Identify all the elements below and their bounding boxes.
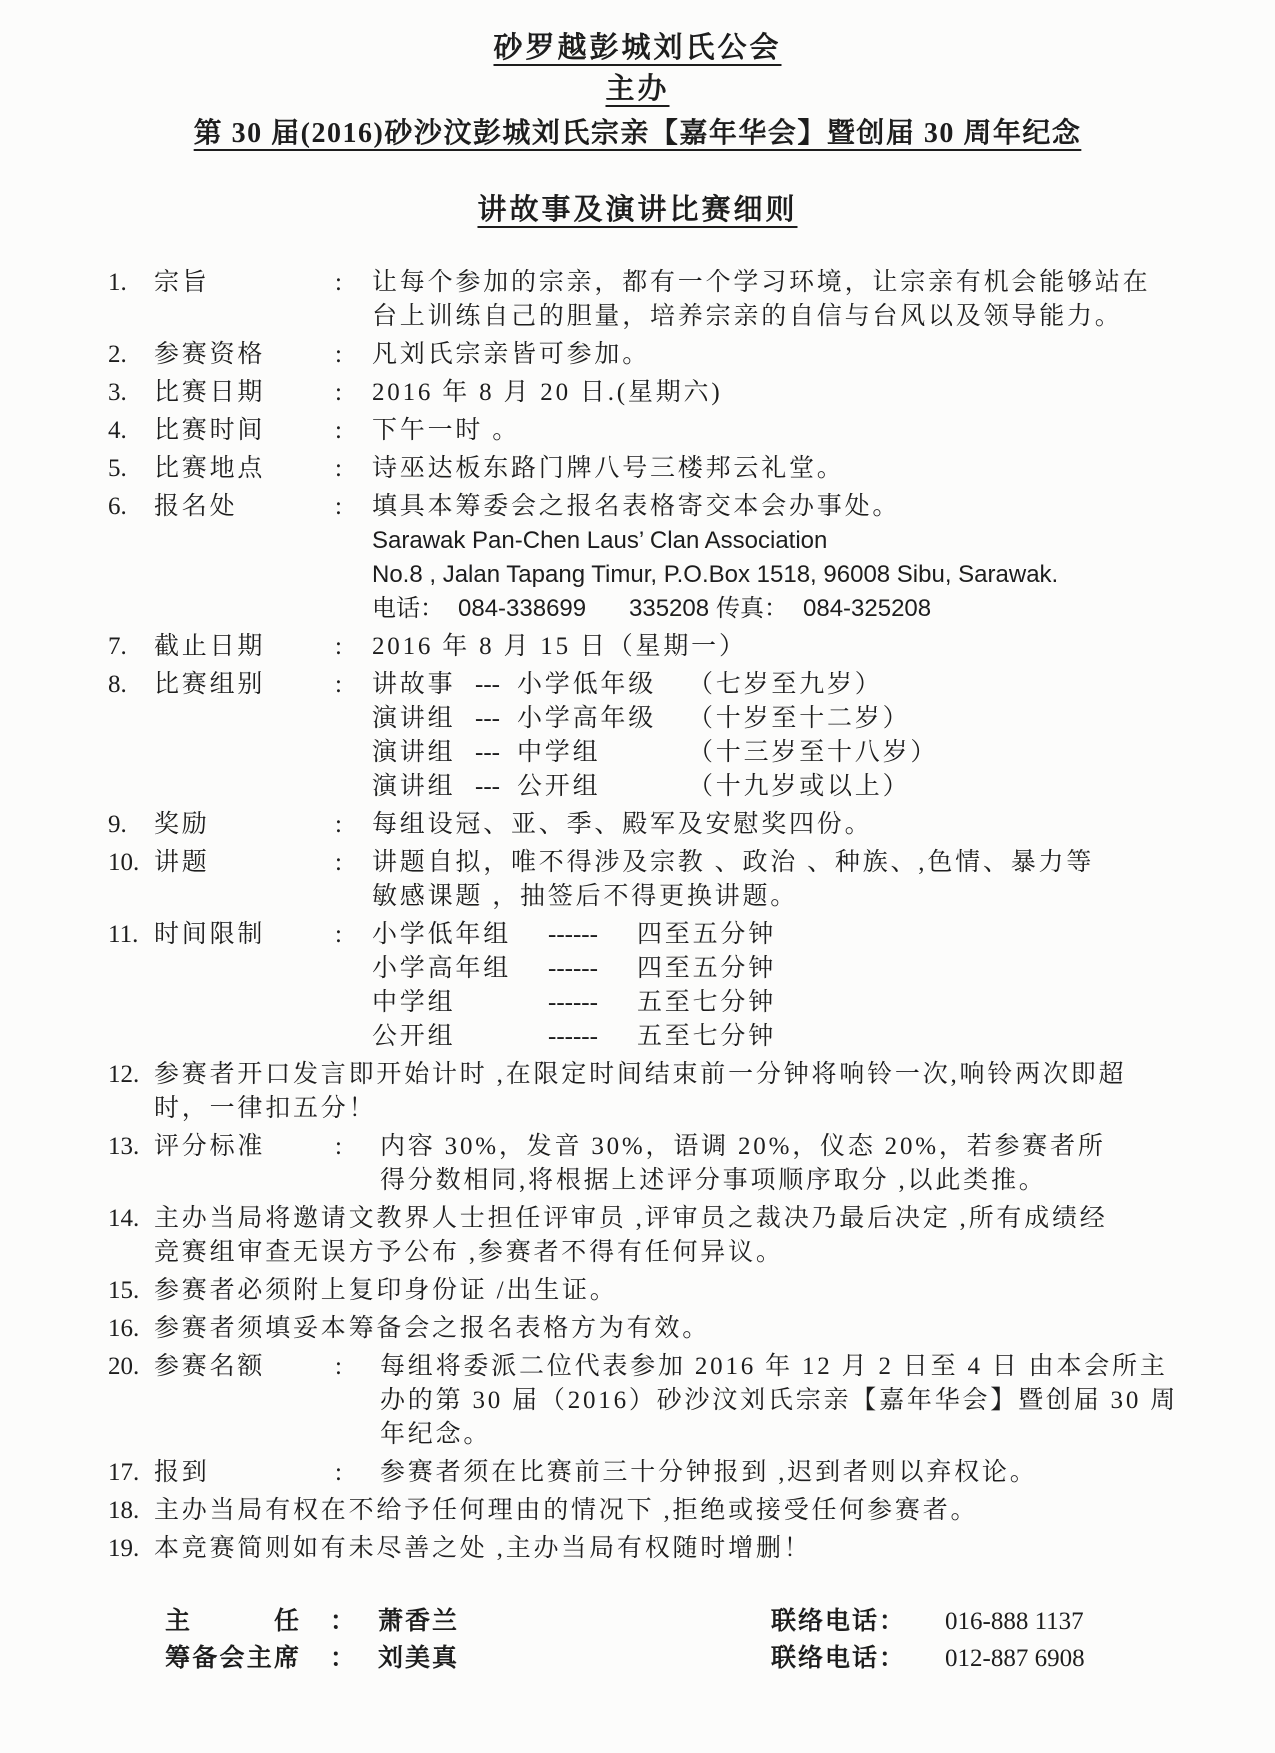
rule-colon: :	[335, 341, 342, 368]
category-level: 中学组	[517, 739, 601, 766]
rule-body	[372, 338, 1232, 372]
rule-number: 6.	[108, 493, 127, 520]
rule-label: 讲题	[154, 849, 210, 876]
time-limit-group: 公开组	[372, 1023, 456, 1050]
rule-colon: :	[335, 671, 342, 698]
time-limit-group: 中学组	[372, 989, 456, 1016]
category-level: 小学高年级	[517, 705, 657, 732]
rule-13	[108, 1130, 1258, 1198]
rule-16	[108, 1312, 1258, 1346]
phone-label: 电话：	[372, 595, 444, 622]
event-title-text: 第 30 届(2016)砂沙汶彭城刘氏宗亲【嘉年华会】暨创届 30 周年纪念	[193, 118, 1082, 149]
rule-number: 4.	[108, 417, 127, 444]
rule-colon: :	[335, 379, 342, 406]
rule-colon: :	[335, 1133, 342, 1160]
time-limit-group: 小学高年组	[372, 955, 512, 982]
rule-colon: :	[335, 493, 342, 520]
category-separator: ---	[475, 671, 500, 698]
rule-3	[108, 376, 1258, 410]
time-limit-separator: ------	[548, 921, 598, 948]
footer-colon: ：	[330, 1608, 358, 1635]
footer-contact-label: 联络电话：	[771, 1608, 907, 1635]
rule-label: 参赛名额	[154, 1353, 266, 1380]
rule-number: 3.	[108, 379, 127, 406]
footer-name: 刘美真	[378, 1645, 460, 1672]
category-age: （十三岁至十八岁）	[688, 739, 939, 766]
rule-number: 19.	[108, 1535, 140, 1562]
rule-body	[154, 1532, 1232, 1566]
rule-number: 12.	[108, 1061, 140, 1088]
rule-body	[154, 1058, 1232, 1126]
rule-number: 9.	[108, 811, 127, 838]
rule-number: 20.	[108, 1353, 140, 1380]
rule-body	[372, 452, 1232, 486]
competition-date: 2016 年 8 月 20 日.(星期六)	[372, 379, 723, 406]
rule-text-line: 每组将委派二位代表参加 2016 年 12 月 2 日至 4 日 由本会所主	[380, 1353, 1168, 1380]
rule-body	[372, 490, 1232, 626]
rule-11	[108, 918, 1258, 1054]
rule-label: 比赛时间	[154, 417, 266, 444]
rules-list	[108, 266, 1258, 1566]
category-separator: ---	[475, 773, 500, 800]
rule-body	[372, 376, 1232, 410]
rule-text-line: 时，一律扣五分！	[154, 1095, 377, 1122]
category-row	[372, 668, 1232, 702]
competition-time: 下午一时 。	[372, 417, 521, 444]
rule-number: 16.	[108, 1315, 140, 1342]
rule-text-line: 填具本筹委会之报名表格寄交本会办事处。	[372, 493, 901, 520]
time-limit-row	[372, 1020, 1232, 1054]
association-address: No.8 , Jalan Tapang Timur, P.O.Box 1518, 96008 Sibu, Sarawak.	[372, 561, 1059, 588]
signature-block	[165, 1603, 1215, 1677]
rules-title-text: 讲故事及演讲比赛细则	[477, 194, 798, 226]
rule-colon: :	[335, 269, 342, 296]
rule-colon: :	[335, 921, 342, 948]
rule-text-line: 竞赛组审查无误方予公布 ,参赛者不得有任何异议。	[154, 1239, 784, 1266]
rule-body	[154, 1274, 1232, 1308]
host-label-text: 主办	[605, 73, 670, 105]
footer-phone: 012-887 6908	[945, 1645, 1085, 1672]
rule-8	[108, 668, 1258, 804]
rule-body	[372, 266, 1232, 334]
contact-line	[372, 592, 1232, 626]
rule-number: 5.	[108, 455, 127, 482]
rule-17	[108, 1456, 1258, 1490]
rule-14	[108, 1202, 1258, 1270]
rule-colon: :	[335, 455, 342, 482]
rule-number: 13.	[108, 1133, 140, 1160]
fax-number: 084-325208	[803, 595, 932, 622]
time-limit-row	[372, 952, 1232, 986]
rule-label: 奖励	[154, 811, 210, 838]
time-limit-separator: ------	[548, 989, 598, 1016]
category-age: （十九岁或以上）	[688, 773, 911, 800]
rule-body	[372, 630, 1232, 664]
rule-colon: :	[335, 417, 342, 444]
rule-10	[108, 846, 1258, 914]
rule-12	[108, 1058, 1258, 1126]
rule-6	[108, 490, 1258, 626]
footer-contact-label: 联络电话：	[771, 1645, 907, 1672]
category-group: 讲故事	[372, 671, 456, 698]
rule-text-line: 主办当局有权在不给予任何理由的情况下 ,拒绝或接受任何参赛者。	[154, 1497, 979, 1524]
footer-name: 萧香兰	[378, 1608, 460, 1635]
rules-title	[0, 190, 1275, 230]
phone-number-2: 335208	[629, 595, 710, 622]
rule-number: 11.	[108, 921, 139, 948]
rule-text-line: 让每个参加的宗亲，都有一个学习环境，让宗亲有机会能够站在	[372, 269, 1151, 296]
time-limit-group: 小学低年组	[372, 921, 512, 948]
rule-label: 报到	[154, 1459, 210, 1486]
rule-number: 17.	[108, 1459, 140, 1486]
category-list	[372, 668, 1232, 804]
rule-body	[372, 1456, 1232, 1490]
rule-text-line: 讲题自拟，唯不得涉及宗教 、政治 、种族、,色情、暴力等	[372, 849, 1095, 876]
closing-date: 2016 年 8 月 15 日（星期一）	[372, 633, 747, 660]
host-label	[0, 69, 1275, 109]
time-limit-row	[372, 986, 1232, 1020]
rule-number: 8.	[108, 671, 127, 698]
rule-label: 比赛组别	[154, 671, 266, 698]
rule-number: 2.	[108, 341, 127, 368]
category-age: （七岁至九岁）	[688, 671, 883, 698]
rule-text-line: 内容 30%，发音 30%，语调 20%，仪态 20%，若参赛者所	[380, 1133, 1106, 1160]
category-group: 演讲组	[372, 739, 456, 766]
rule-text-line: 办的第 30 届（2016）砂沙汶刘氏宗亲【嘉年华会】暨创届 30 周	[380, 1387, 1179, 1414]
rule-body	[372, 414, 1232, 448]
rule-15	[108, 1274, 1258, 1308]
competition-venue: 诗巫达板东路门牌八号三楼邦云礼堂。	[372, 455, 845, 482]
rule-1	[108, 266, 1258, 334]
rule-label: 截止日期	[154, 633, 266, 660]
rule-number: 1.	[108, 269, 127, 296]
category-age: （十岁至十二岁）	[688, 705, 911, 732]
rule-label: 评分标准	[154, 1133, 266, 1160]
rule-body	[372, 1130, 1232, 1198]
rule-text-line: 主办当局将邀请文教界人士担任评审员 ,评审员之裁决乃最后决定 ,所有成绩经	[154, 1205, 1108, 1232]
rule-text-line: 参赛者开口发言即开始计时 ,在限定时间结束前一分钟将响铃一次,响铃两次即超	[154, 1061, 1127, 1088]
category-separator: ---	[475, 739, 500, 766]
association-name: Sarawak Pan-Chen Laus’ Clan Association	[372, 527, 828, 554]
rule-9	[108, 808, 1258, 842]
rule-colon: :	[335, 633, 342, 660]
category-group: 演讲组	[372, 773, 456, 800]
rule-text-line: 年纪念。	[380, 1421, 492, 1448]
rule-7	[108, 630, 1258, 664]
category-row	[372, 702, 1232, 736]
rule-body	[372, 808, 1232, 842]
rule-colon: :	[335, 1459, 342, 1486]
event-title	[0, 114, 1275, 154]
rule-2	[108, 338, 1258, 372]
category-row	[372, 770, 1232, 804]
rule-text-line: 得分数相同,将根据上述评分事项顺序取分 ,以此类推。	[380, 1167, 1047, 1194]
rule-body	[372, 1350, 1232, 1452]
time-limit-duration: 五至七分钟	[637, 989, 777, 1016]
category-group: 演讲组	[372, 705, 456, 732]
rule-body	[154, 1312, 1232, 1346]
rule-text-line: 凡刘氏宗亲皆可参加。	[372, 341, 651, 368]
category-separator: ---	[475, 705, 500, 732]
rule-text-line: 台上训练自己的胆量，培养宗亲的自信与台风以及领导能力。	[372, 303, 1123, 330]
rule-number: 15.	[108, 1277, 140, 1304]
footer-row-committee-chair	[165, 1640, 1215, 1677]
footer-phone: 016-888 1137	[945, 1608, 1084, 1635]
rule-label: 时间限制	[154, 921, 266, 948]
time-limit-duration: 四至五分钟	[637, 955, 777, 982]
rule-18	[108, 1494, 1258, 1528]
rule-number: 7.	[108, 633, 127, 660]
rule-text-line: 参赛者须在比赛前三十分钟报到 ,迟到者则以弃权论。	[380, 1459, 1038, 1486]
fax-label: 传真：	[716, 595, 788, 622]
organization-title-text: 砂罗越彭城刘氏公会	[493, 32, 782, 64]
time-limit-row	[372, 918, 1232, 952]
rule-body	[372, 846, 1232, 914]
rule-label: 宗旨	[154, 269, 210, 296]
time-limit-duration: 五至七分钟	[637, 1023, 777, 1050]
rule-label: 比赛地点	[154, 455, 266, 482]
phone-number-1: 084-338699	[458, 595, 587, 622]
time-limit-duration: 四至五分钟	[637, 921, 777, 948]
rule-label: 报名处	[154, 493, 238, 520]
footer-role: 主 任	[165, 1608, 301, 1635]
rule-colon: :	[335, 849, 342, 876]
category-level: 公开组	[517, 773, 601, 800]
rule-text-line: 敏感课题 ，抽签后不得更换讲题。	[372, 883, 799, 910]
rule-19	[108, 1532, 1258, 1566]
footer-role: 筹备会主席	[165, 1645, 301, 1672]
footer-colon: ：	[330, 1645, 358, 1672]
category-level: 小学低年级	[517, 671, 657, 698]
time-limit-separator: ------	[548, 955, 598, 982]
rule-label: 参赛资格	[154, 341, 266, 368]
rule-20	[108, 1350, 1258, 1452]
rule-colon: :	[335, 811, 342, 838]
rule-text-line: 每组设冠、亚、季、殿军及安慰奖四份。	[372, 811, 873, 838]
rule-5	[108, 452, 1258, 486]
rule-number: 14.	[108, 1205, 140, 1232]
rule-label: 比赛日期	[154, 379, 266, 406]
rule-text-line: 本竞赛简则如有未尽善之处 ,主办当局有权随时增删！	[154, 1535, 812, 1562]
rule-number: 10.	[108, 849, 140, 876]
rule-text-line: 参赛者须填妥本筹备会之报名表格方为有效。	[154, 1315, 711, 1342]
rule-body	[154, 1494, 1232, 1528]
footer-row-chairperson	[165, 1603, 1215, 1640]
rule-body	[154, 1202, 1232, 1270]
time-limit-list	[372, 918, 1232, 1054]
rule-text-line: 参赛者必须附上复印身份证 /出生证。	[154, 1277, 618, 1304]
rule-4	[108, 414, 1258, 448]
category-row	[372, 736, 1232, 770]
rule-colon: :	[335, 1353, 342, 1380]
time-limit-separator: ------	[548, 1023, 598, 1050]
rule-number: 18.	[108, 1497, 140, 1524]
organization-title	[0, 28, 1275, 68]
